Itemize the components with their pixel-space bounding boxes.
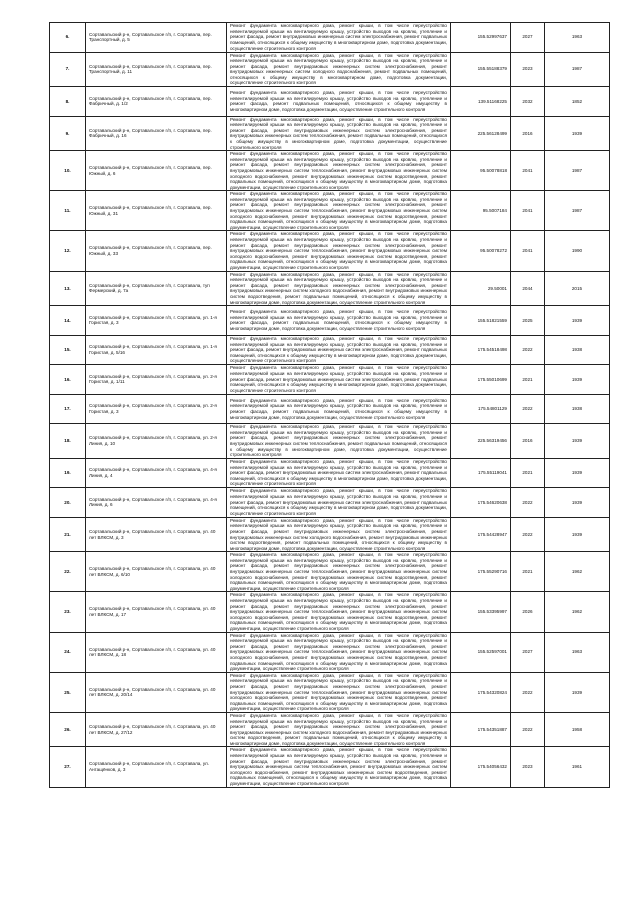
works-description-cell: Ремонт фундамента многоквартирного дома, ремонт крыши, в том числе переустройство невентилируемой крыши на вентилируемую крышу, устройство выходов на кровлю, утепление и ремонт фасада, ремонт внутридомовых инженерных систем электроснабжения, ремонт внутридомовых инженерных систем холодного водоснабжения, ремонт подвальных помещений, относящихся к общему имуществу в многоквартирном доме, подготовка документации, осуществление строительного контроля: [227, 52, 451, 87]
repair-year-cell: 2041: [511, 231, 545, 271]
cost-cell: 155.51821559: [451, 306, 511, 336]
table-row: [50, 424, 610, 459]
table-row: [50, 116, 610, 151]
works-description-cell: Ремонт фундамента многоквартирного дома, ремонт крыши, в том числе переустройство невентилируемой крыши на вентилируемую крышу, устройство выходов на кровлю, утепление и ремонт фасада, ремонт внутридомовых инженерных систем электроснабжения, ремонт внутридомовых инженерных систем теплоснабжения, ремонт внутридомовых инженерных систем холодного водоснабжения, ремонт внутридомовых инженерных систем водоотведения, ремонт подвальных помещений, относящихся к общему имуществу в многоквартирном доме, подготовка документации, осуществление строительного контроля: [227, 747, 451, 787]
row-number: 15.: [50, 335, 86, 365]
works-description-cell: Ремонт фундамента многоквартирного дома, ремонт крыши, в том числе переустройство невентилируемой крыши на вентилируемую крышу, устройство выходов на кровлю, утепление и ремонт фасада, ремонт внутридомовых инженерных систем электроснабжения, ремонт внутридомовых инженерных систем холодного водоснабжения, ремонт внутридомовых инженерных систем водоотведения, ремонт подвальных помещений, относящихся к общему имуществу в многоквартирном доме, подготовка документации, осуществление строительного контроля: [227, 517, 451, 552]
row-number: 8.: [50, 87, 86, 117]
build-year-cell: 1961: [545, 747, 610, 787]
capital-repair-table: [49, 22, 610, 788]
address-cell: Сортавальский р-н, Сортавальское г/п, г. Сортавала, ул. 2-я Гористая, д. 1/11: [86, 365, 227, 395]
build-year-cell: 1963: [545, 23, 610, 53]
repair-year-cell: 2026: [511, 592, 545, 632]
table-row: [50, 488, 610, 518]
address-cell: Сортавальский р-н, Сортавальское г/п, г. Сортавала, ул. Антащёнков, д. 3: [86, 747, 227, 787]
build-year-cell: 1939: [545, 458, 610, 488]
build-year-cell: 1987: [545, 52, 610, 87]
address-cell: Сортавальский р-н, Сортавальское г/п, г. Сортавала, ул. 40 лет ВЛКСМ, д. 3: [86, 517, 227, 552]
cost-cell: 155.52997637: [451, 23, 511, 53]
row-number: 17.: [50, 394, 86, 424]
address-cell: Сортавальский р-н, Сортавальское г/п, г. Сортавала, пер. Южный, д. 6: [86, 151, 227, 191]
build-year-cell: 1962: [545, 552, 610, 592]
address-cell: Сортавальский р-н, Сортавальское г/п, г. Сортавала, пер. Транспортный, д. 5: [86, 23, 227, 53]
works-description-cell: Ремонт фундамента многоквартирного дома, ремонт крыши, в том числе переустройство невентилируемой крыши на вентилируемую крышу, устройство выходов на кровлю, утепление и ремонт фасада, ремонт внутридомовых инженерных систем электроснабжения, ремонт внутридомовых инженерных систем теплоснабжения, ремонт внутридомовых инженерных систем холодного водоснабжения, ремонт внутридомовых инженерных систем водоотведения, ремонт подвальных помещений, относящихся к общему имуществу в многоквартирном доме, подготовка документации, осуществление строительного контроля: [227, 191, 451, 231]
row-number: 22.: [50, 552, 86, 592]
cost-cell: 95.50078272: [451, 231, 511, 271]
table-row: [50, 87, 610, 117]
table-row: [50, 747, 610, 787]
repair-year-cell: 2023: [511, 52, 545, 87]
table-row: [50, 394, 610, 424]
repair-year-cell: 2022: [511, 517, 545, 552]
cost-cell: 29.50001: [451, 271, 511, 306]
row-number: 10.: [50, 151, 86, 191]
build-year-cell: 1938: [545, 335, 610, 365]
repair-year-cell: 2032: [511, 87, 545, 117]
row-number: 25.: [50, 672, 86, 712]
address-cell: Сортавальский р-н, Сортавальское г/п, г. Сортавала, ул. 1-я Гористая, д. 5/16: [86, 335, 227, 365]
row-number: 6.: [50, 23, 86, 53]
row-number: 18.: [50, 424, 86, 459]
cost-cell: 175.54518498: [451, 335, 511, 365]
build-year-cell: 1990: [545, 231, 610, 271]
cost-cell: 175.55290716: [451, 552, 511, 592]
works-description-cell: Ремонт фундамента многоквартирного дома, ремонт крыши, в том числе переустройство невентилируемой крыши на вентилируемую крышу, устройство выходов на кровлю, утепление и ремонт фасада, ремонт внутридомовых инженерных систем электроснабжения, ремонт внутридомовых инженерных систем теплоснабжения, ремонт подвальных помещений, относящихся к общему имуществу в многоквартирном доме, подготовка документации, осуществление строительного контроля: [227, 116, 451, 151]
table-row: [50, 231, 610, 271]
build-year-cell: 1939: [545, 365, 610, 395]
cost-cell: 155.52597001: [451, 632, 511, 672]
row-number: 19.: [50, 458, 86, 488]
repair-year-cell: 2016: [511, 116, 545, 151]
table-row: [50, 151, 610, 191]
address-cell: Сортавальский р-н, Сортавальское г/п, г. Сортавала, ул. 4-я Линия, д. 6: [86, 488, 227, 518]
build-year-cell: 1939: [545, 488, 610, 518]
address-cell: Сортавальский р-н, Сортавальское г/п, г. Сортавала, ул. 2-я Гористая, д. 3: [86, 394, 227, 424]
build-year-cell: 1938: [545, 394, 610, 424]
address-cell: Сортавальский р-н, Сортавальское г/п, г. Сортавала, ул. 40 лет ВЛКСМ, д. 6/10: [86, 552, 227, 592]
works-description-cell: Ремонт фундамента многоквартирного дома, ремонт крыши, в том числе переустройство невентилируемой крыши на вентилируемую крышу, устройство выходов на кровлю, утепление и ремонт фасада, ремонт внутридомовых инженерных систем электроснабжения, ремонт внутридомовых инженерных систем теплоснабжения, ремонт внутридомовых инженерных систем холодного водоснабжения, ремонт внутридомовых инженерных систем водоотведения, ремонт подвальных помещений, относящихся к общему имуществу в многоквартирном доме, подготовка документации, осуществление строительного контроля: [227, 552, 451, 592]
repair-year-cell: 2021: [511, 365, 545, 395]
repair-year-cell: 2022: [511, 488, 545, 518]
table-row: [50, 191, 610, 231]
cost-cell: 139.51168225: [451, 87, 511, 117]
row-number: 9.: [50, 116, 86, 151]
repair-year-cell: 2021: [511, 458, 545, 488]
works-description-cell: Ремонт фундамента многоквартирного дома, ремонт крыши, в том числе переустройство невентилируемой крыши на вентилируемую крышу, устройство выходов на кровлю, утепление и ремонт фасада, ремонт внутридомовых инженерных систем электроснабжения, ремонт внутридомовых инженерных систем холодного водоснабжения, ремонт внутридомовых инженерных систем водоотведения, ремонт подвальных помещений, относящихся к общему имуществу в многоквартирном доме, подготовка документации, осуществление строительного контроля: [227, 271, 451, 306]
build-year-cell: 1987: [545, 191, 610, 231]
address-cell: Сортавальский р-н, Сортавальское г/п, г. Сортавала, пер. Транспортный, д. 11: [86, 52, 227, 87]
repair-year-cell: 2027: [511, 23, 545, 53]
cost-cell: 175.54056432: [451, 747, 511, 787]
repair-year-cell: 2016: [511, 424, 545, 459]
repair-year-cell: 2022: [511, 712, 545, 747]
table-body: [50, 23, 610, 788]
build-year-cell: 2015: [545, 271, 610, 306]
works-description-cell: Ремонт фундамента многоквартирного дома, ремонт крыши, в том числе переустройство невентилируемой крыши на вентилируемую крышу, устройство выходов на кровлю, утепление и ремонт фасада, ремонт внутридомовых инженерных систем электроснабжения, ремонт подвальных помещений, относящихся к общему имуществу в многоквартирном доме, подготовка документации, осуществление строительного контроля: [227, 335, 451, 365]
table-row: [50, 335, 610, 365]
address-cell: Сортавальский р-н, Сортавальское г/п, г. Сортавала, пер. Южный, д. 33: [86, 231, 227, 271]
cost-cell: 175.54620638: [451, 488, 511, 518]
table-row: [50, 632, 610, 672]
repair-year-cell: 2023: [511, 747, 545, 787]
works-description-cell: Ремонт фундамента многоквартирного дома, ремонт крыши, в том числе переустройство невентилируемой крыши на вентилируемую крышу, устройство выходов на кровлю, утепление и ремонт фасада, ремонт подвальных помещений, относящихся к общему имуществу в многоквартирном доме, подготовка документации, осуществление строительного контроля: [227, 306, 451, 336]
build-year-cell: 1958: [545, 712, 610, 747]
address-cell: Сортавальский р-н, Сортавальское г/п, г. Сортавала, пер. Фабричный, д. 16: [86, 116, 227, 151]
repair-year-cell: 2025: [511, 306, 545, 336]
cost-cell: 175.54801129: [451, 394, 511, 424]
works-description-cell: Ремонт фундамента многоквартирного дома, ремонт крыши, в том числе переустройство невентилируемой крыши на вентилируемую крышу, устройство выходов на кровлю, утепление и ремонт фасада, ремонт внутридомовых инженерных систем электроснабжения, ремонт внутридомовых инженерных систем теплоснабжения, ремонт внутридомовых инженерных систем холодного водоснабжения, ремонт внутридомовых инженерных систем водоотведения, ремонт подвальных помещений, относящихся к общему имуществу в многоквартирном доме, подготовка документации, осуществление строительного контроля: [227, 231, 451, 271]
table-row: [50, 271, 610, 306]
works-description-cell: Ремонт фундамента многоквартирного дома, ремонт крыши, в том числе переустройство невентилируемой крыши на вентилируемую крышу, устройство выходов на кровлю, утепление и ремонт фасада, ремонт подвальных помещений, относящихся к общему имуществу в многоквартирном доме, подготовка документации, осуществление строительного контроля: [227, 394, 451, 424]
table-row: [50, 672, 610, 712]
table-row: [50, 552, 610, 592]
repair-year-cell: 2044: [511, 271, 545, 306]
row-number: 20.: [50, 488, 86, 518]
cost-cell: 175.54320824: [451, 672, 511, 712]
table-row: [50, 458, 610, 488]
cost-cell: 95.50078818: [451, 151, 511, 191]
cost-cell: 225.56128499: [451, 116, 511, 151]
address-cell: Сортавальский р-н, Сортавальское г/п, г. Сортавала, ул. 40 лет ВЛКСМ, д. 18: [86, 632, 227, 672]
works-description-cell: Ремонт фундамента многоквартирного дома, ремонт крыши, в том числе переустройство невентилируемой крыши на вентилируемую крышу, устройство выходов на кровлю, утепление и ремонт фасада, ремонт внутридомовых инженерных систем электроснабжения, ремонт внутридомовых инженерных систем холодного водоснабжения, ремонт внутридомовых инженерных систем водоотведения, ремонт подвальных помещений, относящихся к общему имуществу в многоквартирном доме, подготовка документации, осуществление строительного контроля: [227, 712, 451, 747]
works-description-cell: Ремонт фундамента многоквартирного дома, ремонт крыши, в том числе переустройство невентилируемой крыши на вентилируемую крышу, устройство выходов на кровлю, утепление и ремонт фасада, ремонт подвальных помещений, относящихся к общему имуществу в многоквартирном доме, подготовка документации, осуществление строительного контроля: [227, 87, 451, 117]
repair-year-cell: 2041: [511, 191, 545, 231]
works-description-cell: Ремонт фундамента многоквартирного дома, ремонт крыши, в том числе переустройство невентилируемой крыши на вентилируемую крышу, устройство выходов на кровлю, утепление и ремонт фасада, ремонт внутридомовых инженерных систем электроснабжения, ремонт подвальных помещений, относящихся к общему имуществу в многоквартирном доме, подготовка документации, осуществление строительного контроля: [227, 365, 451, 395]
address-cell: Сортавальский р-н, Сортавальское г/п, г. Сортавала, ул. 40 лет ВЛКСМ, д. 27/12: [86, 712, 227, 747]
build-year-cell: 1939: [545, 306, 610, 336]
row-number: 27.: [50, 747, 86, 787]
row-number: 14.: [50, 306, 86, 336]
works-description-cell: Ремонт фундамента многоквартирного дома, ремонт крыши, в том числе переустройство невентилируемой крыши на вентилируемую крышу, устройство выходов на кровлю, утепление и ремонт фасада, ремонт внутридомовых инженерных систем электроснабжения, ремонт внутридомовых инженерных систем теплоснабжения, ремонт внутридомовых инженерных систем холодного водоснабжения, ремонт внутридомовых инженерных систем водоотведения, ремонт подвальных помещений, относящихся к общему имуществу в многоквартирном доме, подготовка документации, осуществление строительного контроля: [227, 632, 451, 672]
row-number: 26.: [50, 712, 86, 747]
address-cell: Сортавальский р-н, Сортавальское г/п, г. Сортавала, ул. 40 лет ВЛКСМ, д. 17: [86, 592, 227, 632]
cost-cell: 225.56319456: [451, 424, 511, 459]
build-year-cell: 1987: [545, 151, 610, 191]
address-cell: Сортавальский р-н, Сортавальское г/п, г. Сортавала, ул. 1-я Гористая, д. 3: [86, 306, 227, 336]
build-year-cell: 1963: [545, 632, 610, 672]
row-number: 24.: [50, 632, 86, 672]
address-cell: Сортавальский р-н, Сортавальское г/п, г. Сортавала, ул. 4-я Линия, д. 4: [86, 458, 227, 488]
address-cell: Сортавальский р-н, Сортавальское г/п, г. Сортавала, туп Фермерский, д. 7а: [86, 271, 227, 306]
cost-cell: 155.53395997: [451, 592, 511, 632]
repair-year-cell: 2022: [511, 672, 545, 712]
address-cell: Сортавальский р-н, Сортавальское г/п, г. Сортавала, ул. 40 лет ВЛКСМ, д. 20/14: [86, 672, 227, 712]
cost-cell: 155.55188379: [451, 52, 511, 87]
table-row: [50, 712, 610, 747]
row-number: 12.: [50, 231, 86, 271]
table-row: [50, 592, 610, 632]
build-year-cell: 1939: [545, 424, 610, 459]
works-description-cell: Ремонт фундамента многоквартирного дома, ремонт крыши, в том числе переустройство невентилируемой крыши на вентилируемую крышу, устройство выходов на кровлю, утепление и ремонт фасада, ремонт внутридомовых инженерных систем электроснабжения, ремонт внутридомовых инженерных систем теплоснабжения, ремонт подвальных помещений, относящихся к общему имуществу в многоквартирном доме, подготовка документации, осуществление строительного контроля: [227, 424, 451, 459]
build-year-cell: 1939: [545, 672, 610, 712]
row-number: 7.: [50, 52, 86, 87]
row-number: 21.: [50, 517, 86, 552]
cost-cell: 175.55119041: [451, 458, 511, 488]
table-row: [50, 306, 610, 336]
works-description-cell: Ремонт фундамента многоквартирного дома, ремонт крыши, в том числе переустройство невентилируемой крыши на вентилируемую крышу, устройство выходов на кровлю, утепление и ремонт фасада, ремонт внутридомовых инженерных систем электроснабжения, ремонт внутридомовых инженерных систем теплоснабжения, ремонт внутридомовых инженерных систем холодного водоснабжения, ремонт внутридомовых инженерных систем водоотведения, ремонт подвальных помещений, относящихся к общему имуществу в многоквартирном доме, подготовка документации, осуществление строительного контроля: [227, 592, 451, 632]
repair-year-cell: 2021: [511, 552, 545, 592]
repair-year-cell: 2041: [511, 151, 545, 191]
build-year-cell: 1939: [545, 116, 610, 151]
cost-cell: 175.54351887: [451, 712, 511, 747]
repair-year-cell: 2027: [511, 632, 545, 672]
table-row: [50, 365, 610, 395]
build-year-cell: 1962: [545, 592, 610, 632]
address-cell: Сортавальский р-н, Сортавальское г/п, г. Сортавала, пер. Южный, д. 31: [86, 191, 227, 231]
address-cell: Сортавальский р-н, Сортавальское г/п, г. Сортавала, ул. 2-я Линия, д. 10: [86, 424, 227, 459]
row-number: 23.: [50, 592, 86, 632]
repair-year-cell: 2022: [511, 335, 545, 365]
row-number: 13.: [50, 271, 86, 306]
works-description-cell: Ремонт фундамента многоквартирного дома, ремонт крыши, в том числе переустройство невентилируемой крыши на вентилируемую крышу, устройство выходов на кровлю, утепление и ремонт фасада, ремонт внутридомовых инженерных систем электроснабжения, ремонт внутридомовых инженерных систем теплоснабжения, ремонт внутридомовых инженерных систем холодного водоснабжения, ремонт внутридомовых инженерных систем водоотведения, ремонт подвальных помещений, относящихся к общему имуществу в многоквартирном доме, подготовка документации, осуществление строительного контроля: [227, 151, 451, 191]
works-description-cell: Ремонт фундамента многоквартирного дома, ремонт крыши, в том числе переустройство невентилируемой крыши на вентилируемую крышу, устройство выходов на кровлю, утепление и ремонт фасада, ремонт внутридомовых инженерных систем электроснабжения, ремонт подвальных помещений, относящихся к общему имуществу в многоквартирном доме, подготовка документации, осуществление строительного контроля: [227, 23, 451, 53]
works-description-cell: Ремонт фундамента многоквартирного дома, ремонт крыши, в том числе переустройство невентилируемой крыши на вентилируемую крышу, устройство выходов на кровлю, утепление и ремонт фасада, ремонт внутридомовых инженерных систем электроснабжения, ремонт подвальных помещений, относящихся к общему имуществу в многоквартирном доме, подготовка документации, осуществление строительного контроля: [227, 488, 451, 518]
cost-cell: 175.54428947: [451, 517, 511, 552]
works-description-cell: Ремонт фундамента многоквартирного дома, ремонт крыши, в том числе переустройство невентилируемой крыши на вентилируемую крышу, устройство выходов на кровлю, утепление и ремонт фасада, ремонт внутридомовых инженерных систем электроснабжения, ремонт подвальных помещений, относящихся к общему имуществу в многоквартирном доме, подготовка документации, осуществление строительного контроля: [227, 458, 451, 488]
table-row: [50, 52, 610, 87]
build-year-cell: 1939: [545, 517, 610, 552]
table-row: [50, 517, 610, 552]
cost-cell: 175.55010699: [451, 365, 511, 395]
repair-year-cell: 2022: [511, 394, 545, 424]
address-cell: Сортавальский р-н, Сортавальское г/п, г. Сортавала, пер. Фабричный, д. 1/2: [86, 87, 227, 117]
row-number: 16.: [50, 365, 86, 395]
table-row: [50, 23, 610, 53]
works-description-cell: Ремонт фундамента многоквартирного дома, ремонт крыши, в том числе переустройство невентилируемой крыши на вентилируемую крышу, устройство выходов на кровлю, утепление и ремонт фасада, ремонт внутридомовых инженерных систем электроснабжения, ремонт внутридомовых инженерных систем теплоснабжения, ремонт внутридомовых инженерных систем холодного водоснабжения, ремонт внутридомовых инженерных систем водоотведения, ремонт подвальных помещений, относящихся к общему имуществу в многоквартирном доме, подготовка документации, осуществление строительного контроля: [227, 672, 451, 712]
row-number: 11.: [50, 191, 86, 231]
cost-cell: 95.5007184: [451, 191, 511, 231]
build-year-cell: 1852: [545, 87, 610, 117]
